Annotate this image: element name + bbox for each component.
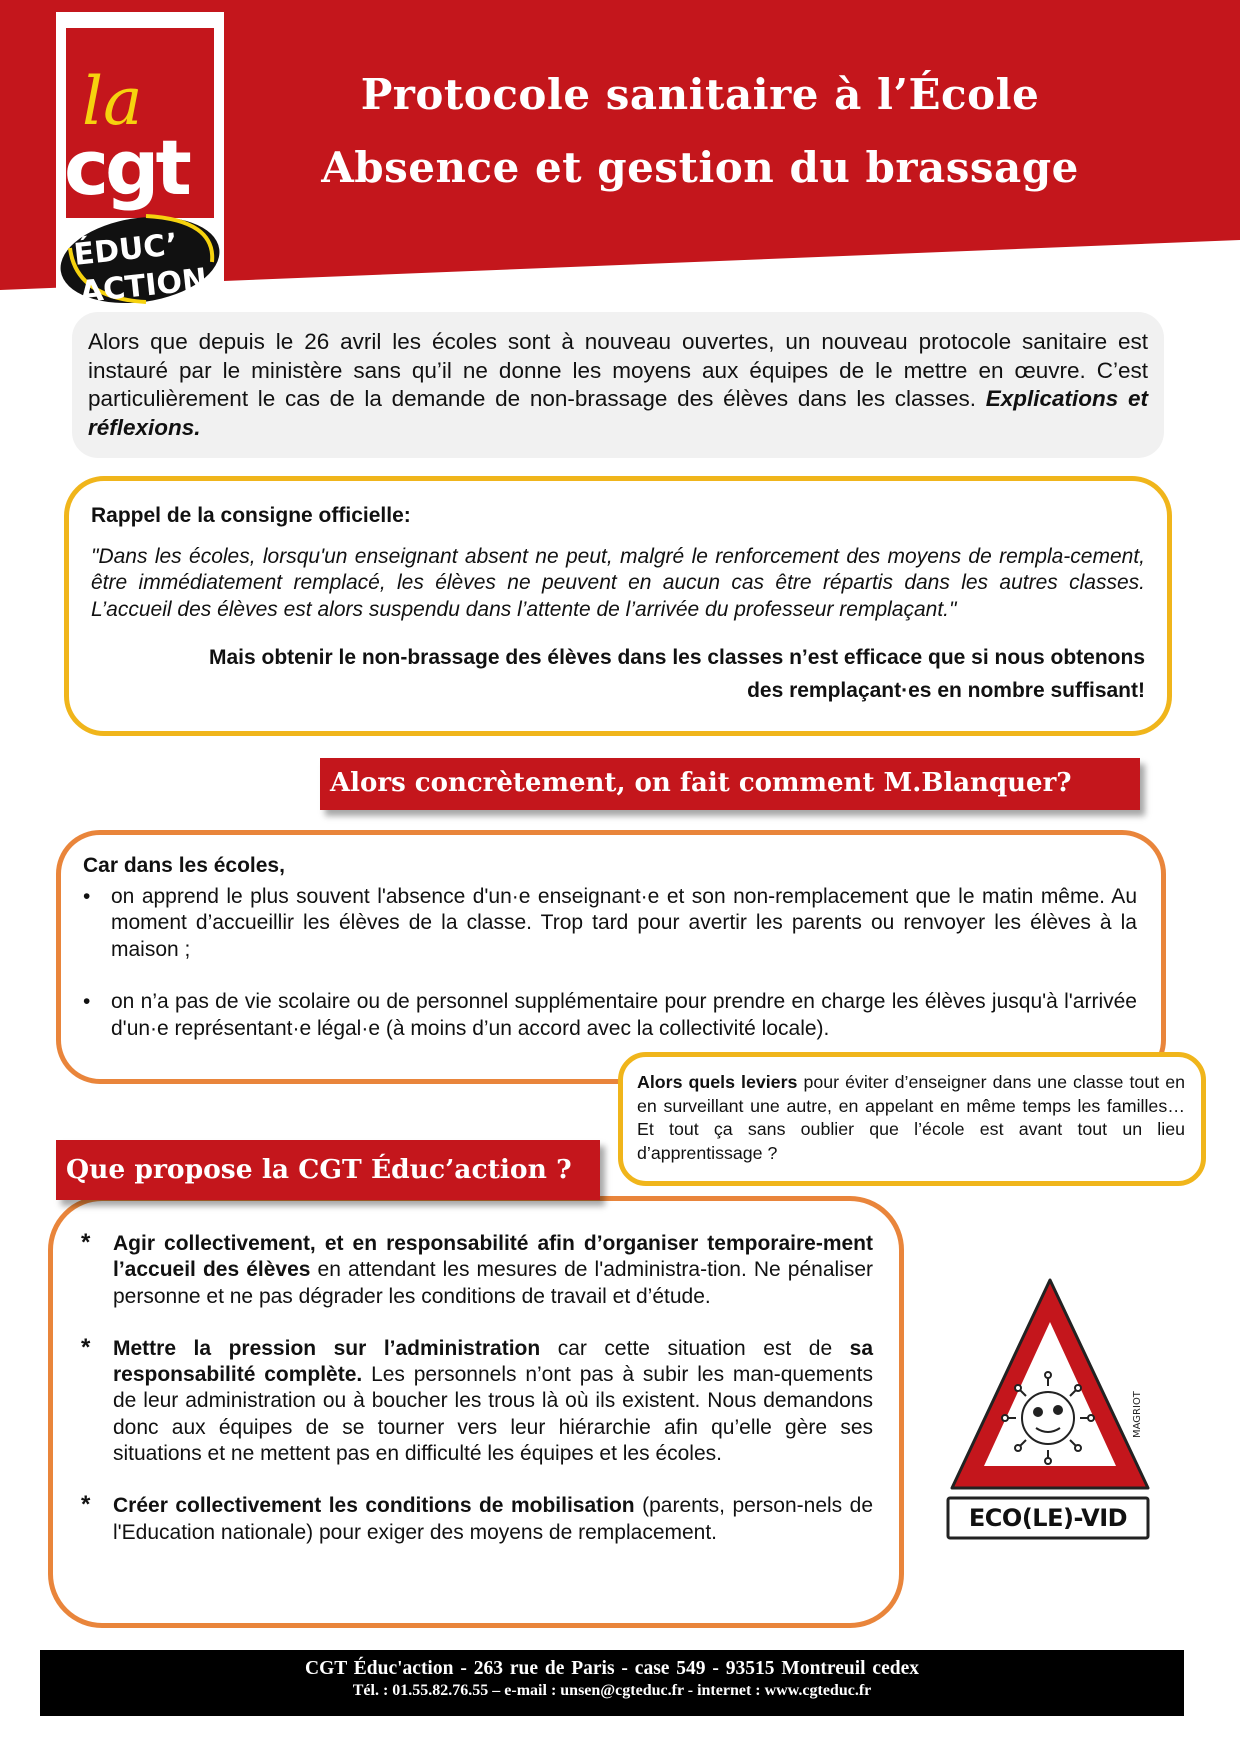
star-icon: * <box>81 1229 91 1256</box>
propose-section-header: Que propose la CGT Éduc’action ? <box>56 1140 600 1200</box>
virus-icon <box>1002 1372 1094 1464</box>
list-item: * Mettre la pression sur l’administration car cette situation est de sa responsabilité complète. Les personnels n’ont pas à subir les man-quements de leur administration ou à boucher les trous là où ils existent. Nous demandons donc aux équipes de se tourner vers leur hiérarchie afin qu’elle gère ses situations et ne mettent pas en difficulté les équipes et les écoles. <box>81 1333 874 1466</box>
list-item: * Agir collectivement, et en responsabilité afin d’organiser temporaire-ment l’accueil des élèves en attendant les mesures de l'administra-tion. Ne pénaliser personne et ne pas dégrader les conditions de travail et d’étude. <box>81 1229 873 1308</box>
footer <box>40 1650 1184 1716</box>
star-icon: * <box>81 1491 91 1519</box>
list-item: • on apprend le plus souvent l'absence d'un·e enseignant·e et son non-remplacement que le matin même. Au moment d’accueillir les élèves de la classe. Trop tard pour avertir les parents ou renvoyer les élèves à la maison ; <box>83 884 1137 961</box>
rappel-quote: "Dans les écoles, lorsqu'un enseignant absent ne peut, malgré le renforcement des moyens de rempla-cement, être immédiatement remplacé, les élèves ne peuvent en aucun cas être répartis dans les autres classes. L’accueil des élèves est alors suspendu dans l’attente de l’arrivée du professeur remplaçant." <box>91 544 1145 621</box>
footer-address: CGT Éduc'action - 263 rue de Paris - case 549 - 93515 Montreuil cedex <box>304 1658 919 1679</box>
logo-educ: ÉDUC’ <box>72 227 180 273</box>
rappel-title: Rappel de la consigne officielle: <box>91 504 411 527</box>
concret-box <box>56 830 1166 1084</box>
page-title-line2: Absence et gestion du brassage <box>321 143 1079 192</box>
warning-sign-illustration <box>940 1270 1170 1550</box>
logo-cgt: cgt <box>64 123 188 212</box>
concret-title: Car dans les écoles, <box>83 854 285 877</box>
intro-text: Alors que depuis le 26 avril les écoles sont à nouveau ouvertes, un nouveau protocole sanitaire est instauré par le ministère sans qu’il ne donne les moyens aux équipes de le mettre en œuvre. C’est particulièrement le cas de la demande de non-brassage des élèves dans les classes. <box>88 329 1148 411</box>
sign-signature: MAGRIOT <box>1132 1391 1143 1438</box>
rappel-emphasis-line2: des remplaçant·es en nombre suffisant! <box>747 679 1145 702</box>
concret-section-header: Alors concrètement, on fait comment M.Blanquer? <box>320 758 1140 810</box>
rappel-emphasis-line1: Mais obtenir le non-brassage des élèves dans les classes n’est efficace que si nous obtenons <box>208 646 1145 669</box>
concret-bullet-list <box>83 884 1137 1043</box>
sign-label: ECO(LE)-VID <box>968 1504 1128 1532</box>
propose-box <box>48 1196 904 1628</box>
rappel-emphasis <box>91 641 1145 707</box>
leviers-bold: Alors quels leviers <box>637 1072 798 1092</box>
leviers-box <box>618 1052 1206 1186</box>
list-item: • on n’a pas de vie scolaire ou de personnel supplémentaire pour prendre en charge les élèves jusqu'à l'arrivée d'un·e représentant·e légal·e (à moins d’un accord avec la collectivité locale). <box>83 990 1137 1040</box>
footer-contact: Tél. : 01.55.82.76.55 – e-mail : unsen@cgteduc.fr - internet : www.cgteduc.fr <box>352 1682 872 1699</box>
rappel-box <box>64 476 1172 736</box>
intro-box <box>72 312 1164 458</box>
intro-emphasis: Explications et réflexions. <box>88 386 1148 440</box>
leviers-text: pour éviter d’enseigner dans une classe tout en en surveillant une autre, en appelant en même temps les familles… Et tout ça sans oublier que l’école est avant tout un lieu d’apprentissage ? <box>637 1072 1185 1163</box>
cgt-educaction-logo <box>56 12 224 312</box>
bullet-icon: • <box>83 990 91 1013</box>
star-icon: * <box>81 1333 91 1361</box>
bullet-icon: • <box>83 884 91 908</box>
logo-la: la <box>82 63 143 140</box>
list-item: * Créer collectivement les conditions de mobilisation (parents, person-nels de l'Education nationale) pour exiger des moyens de remplacement. <box>81 1491 873 1544</box>
logo-action: ACTION <box>78 262 209 311</box>
page-title-line1: Protocole sanitaire à l’École <box>360 70 1040 119</box>
